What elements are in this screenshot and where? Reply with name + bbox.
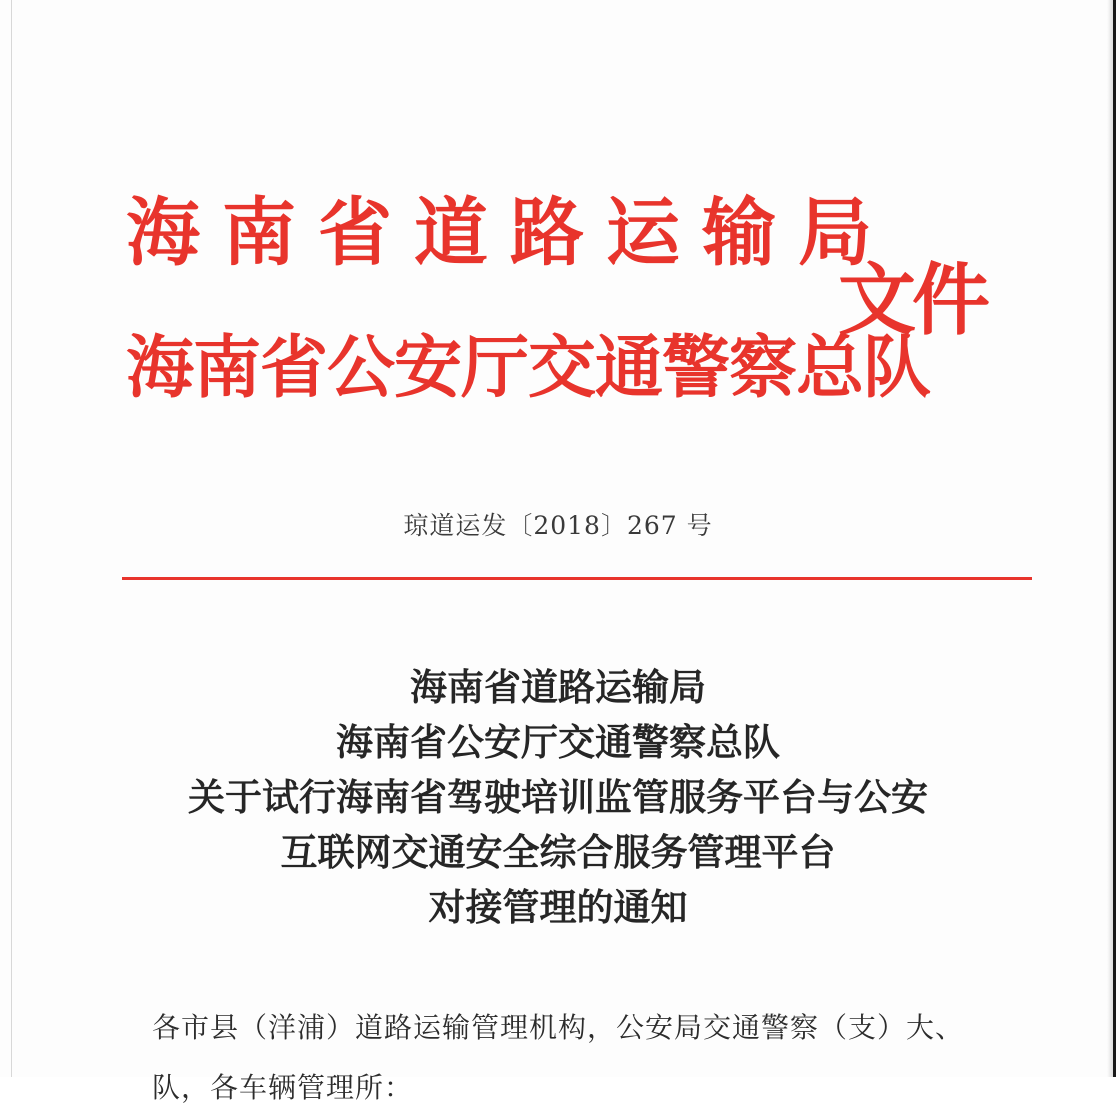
document-word: 文件 <box>838 255 987 346</box>
title-line: 互联网交通安全综合服务管理平台 <box>280 830 836 874</box>
red-separator-line <box>122 577 1032 580</box>
title-line: 对接管理的通知 <box>428 885 688 929</box>
issuer-traffic-police-corps: 海南省公安厅交通警察总队 <box>126 328 931 408</box>
title-line: 海南省公安厅交通警察总队 <box>336 720 780 764</box>
document-number: 琼道运发〔2018〕267 号 <box>403 511 713 540</box>
title-line: 关于试行海南省驾驶培训监管服务平台与公安 <box>188 775 928 819</box>
notice-title <box>0 660 1116 935</box>
addressee-line: 各市县（洋浦）道路运输管理机构，公安局交通警察（支）大、 <box>152 1011 965 1044</box>
addressee-paragraph <box>152 998 1032 1118</box>
addressee-line: 队，各车辆管理所： <box>152 1071 414 1104</box>
issuer-road-transport-bureau: 海南省道路运输局 <box>126 190 894 276</box>
title-line: 海南省道路运输局 <box>410 665 706 709</box>
